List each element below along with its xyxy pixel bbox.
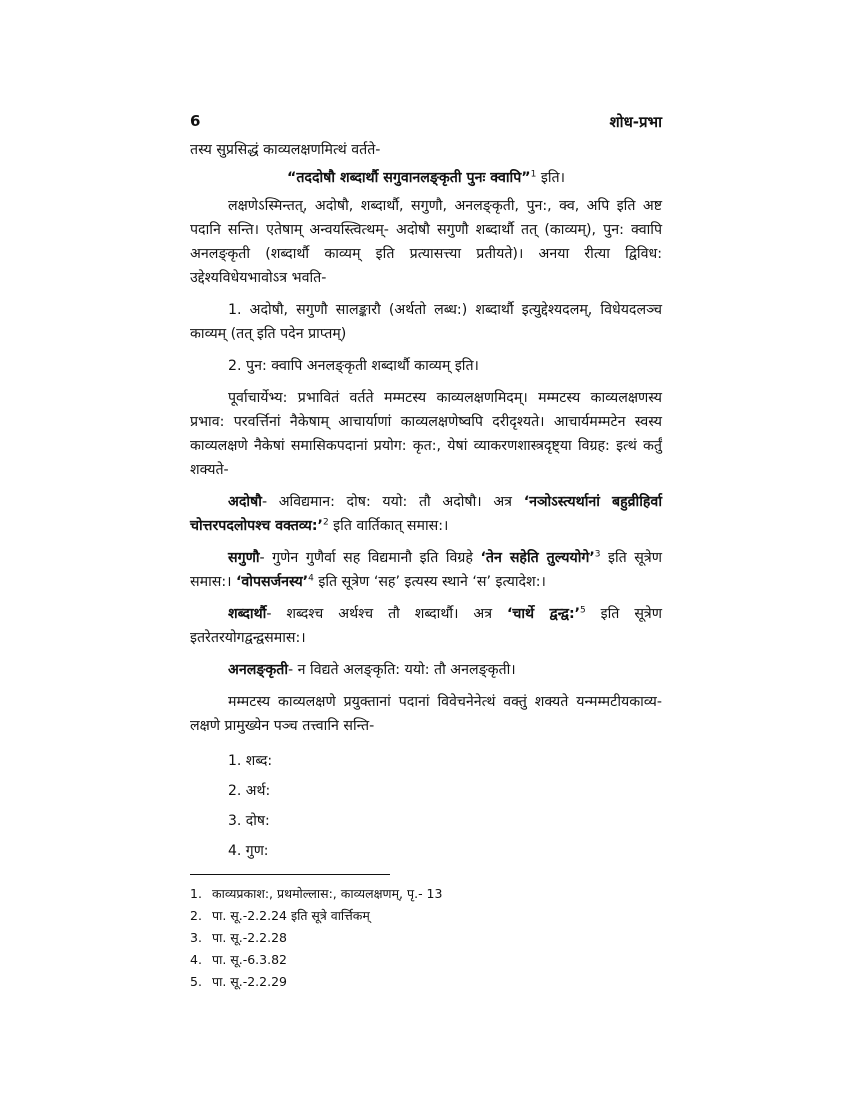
footnote bbox=[190, 971, 662, 993]
footnote bbox=[190, 927, 662, 949]
page-number: 6 bbox=[190, 112, 201, 130]
rule-quote: ‘चार्थे द्वन्द्व:’ bbox=[506, 606, 581, 622]
list-item-2: 2. पुन: क्वापि अनलङ्कृती शब्दार्थौ काव्यम् इति। bbox=[228, 358, 479, 374]
footnote-ref-5: 5 bbox=[580, 605, 586, 616]
footnote-number: 1. bbox=[190, 886, 202, 901]
footnote-ref-3: 3 bbox=[594, 549, 601, 560]
page-header bbox=[190, 112, 662, 136]
footnote-number: 3. bbox=[190, 930, 202, 945]
term-analankriti bbox=[190, 658, 662, 682]
rule-quote: ‘तेन सहेति तुल्ययोगे’ bbox=[480, 550, 595, 566]
footnote-number: 5. bbox=[190, 974, 202, 989]
footnote-text: पा. सू.-2.2.29 bbox=[212, 974, 287, 989]
running-title: शोध-प्रभा bbox=[609, 113, 662, 131]
term-tail: इति सूत्रेण ‘सह’ इत्यस्य स्थाने ‘स’ इत्यादेश:। bbox=[313, 574, 546, 590]
term-adosau bbox=[190, 490, 662, 538]
footnote-ref-1: 1 bbox=[530, 169, 537, 180]
paragraph-1: लक्षणेऽस्मिन्तत्, अदोषौ, शब्दार्थौ, सगुणौ, अनलङ्कृती, पुन:, क्व, अपि इति अष्ट पदानि सन्ति। एतेषाम् अन्वयस्त्वित्थम्- अदोषौ सगुणौ शब्दार्थौ तत् (काव्यम्), पुन: क्वापि अनलङ्कृती (शब्दार्थौ काव्यम् इति प्रत्यासत्त्या प्रतीयते)। अनया रीत्या द्विविध: उद्देश्यविधेयभावोऽत्र भवति- bbox=[190, 198, 662, 286]
quote-text: “तददोषौ शब्दार्थौ सगुवानलङ्कृती पुनः क्वापि” bbox=[287, 170, 531, 186]
list-item: 1. शब्द: bbox=[228, 753, 273, 769]
footnote-number: 4. bbox=[190, 952, 202, 967]
term-text: - शब्दश्च अर्थश्च तौ शब्दार्थौ। अत्र bbox=[266, 606, 507, 622]
footnote-text: पा. सू.-2.2.24 इति सूत्रे वार्त्तिकम् bbox=[212, 908, 370, 923]
list-item: 2. अर्थ: bbox=[228, 783, 271, 799]
footnote-text: पा. सू.-6.3.82 bbox=[212, 952, 287, 967]
page bbox=[190, 112, 662, 993]
term-label: शब्दार्थौ bbox=[228, 606, 267, 622]
elements-list bbox=[190, 746, 662, 866]
list-item-1: 1. अदोषौ, सगुणौ सालङ्कारौ (अर्थतो लब्ध:) शब्दार्थौ इत्युद्देश्यदलम्, विधेयदलञ्च काव्यम् (तत् इति पदेन प्राप्तम्) bbox=[190, 302, 662, 342]
term-mid: इति सूत्रेण समास:। bbox=[190, 550, 662, 590]
footnote-number: 2. bbox=[190, 908, 202, 923]
term-text: - अविद्यमान: दोष: ययो: तौ अदोषौ। अत्र bbox=[261, 494, 524, 510]
term-saguna bbox=[190, 546, 662, 594]
rule-quote-2: ‘वोपसर्जनस्य’ bbox=[236, 574, 309, 590]
quote-tail: इति। bbox=[536, 170, 565, 186]
term-tail: इति सूत्रेण इतरेतरयोगद्वन्द्वसमास:। bbox=[190, 606, 662, 646]
footnote-divider bbox=[190, 874, 390, 875]
term-label: अदोषौ bbox=[228, 494, 262, 510]
footnote-ref-4: 4 bbox=[308, 573, 314, 584]
footnote-ref-2: 2 bbox=[322, 517, 329, 528]
term-label: अनलङ्कृती bbox=[228, 662, 289, 678]
intro-line: तस्य सुप्रसिद्धं काव्यलक्षणमित्थं वर्तते- bbox=[190, 142, 381, 158]
term-text: - गुणेन गुणैर्वा सह विद्यमानौ इति विग्रहे bbox=[259, 550, 481, 566]
term-text: - न विद्यते अलङ्कृति: ययो: तौ अनलङ्कृती। bbox=[288, 662, 516, 678]
footnote bbox=[190, 883, 662, 905]
definition-quote bbox=[190, 166, 662, 190]
footnote bbox=[190, 905, 662, 927]
list-item: 3. दोष: bbox=[228, 813, 270, 829]
term-label: सगुणौ bbox=[228, 550, 260, 566]
footnote-text: काव्यप्रकाश:, प्रथमोल्लास:, काव्यलक्षणम्, पृ.- 13 bbox=[212, 886, 443, 901]
footnote-text: पा. सू.-2.2.28 bbox=[212, 930, 287, 945]
footnote bbox=[190, 949, 662, 971]
paragraph-3: मम्मटस्य काव्यलक्षणे प्रयुक्तानां पदानां विवेचनेनेत्थं वक्तुं शक्यते यन्मम्मटीयकाव्य-लक्षणे प्रामुख्येन पञ्च तत्त्वानि सन्ति- bbox=[190, 694, 662, 734]
paragraph-2: पूर्वाचार्येभ्य: प्रभावितं वर्तते मम्मटस्य काव्यलक्षणमिदम्। मम्मटस्य काव्यलक्षणस्य प्रभाव: परवर्त्तिनां नैकेषाम् आचार्याणां काव्यलक्षणेष्वपि दरीदृश्यते। आचार्यमम्मटेन स्वस्य काव्यलक्षणे नैकेषां समासिकपदानां प्रयोग: कृत:, येषां व्याकरणशास्त्रदृष्ट्या विग्रह: इत्थं कर्तुं शक्यते- bbox=[190, 390, 662, 478]
rule-quote: ‘नञोऽस्त्यर्थानां बहुव्रीहिर्वा चोत्तरपदलोपश्च वक्तव्य:’ bbox=[190, 494, 662, 534]
footnotes bbox=[190, 883, 662, 993]
list-item: 4. गुण: bbox=[228, 843, 269, 859]
term-tail: इति वार्तिकात् समास:। bbox=[328, 518, 449, 534]
term-shabdarthau bbox=[190, 602, 662, 650]
